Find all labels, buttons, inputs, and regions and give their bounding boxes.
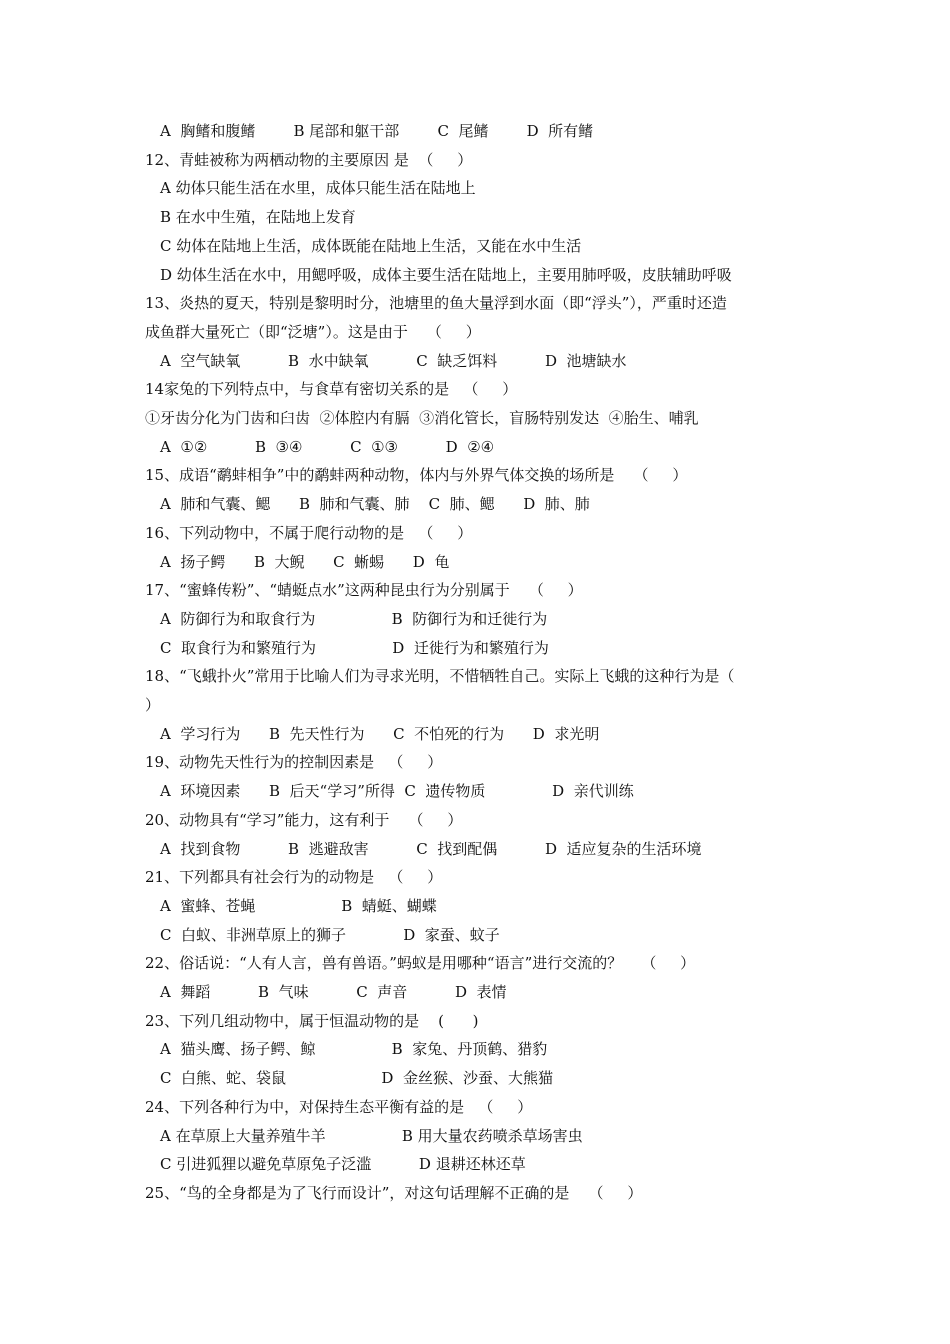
answer-options-line: A 幼体只能生活在水里，成体只能生活在陆地上 — [160, 179, 476, 197]
question-text-line: 25、“鸟的全身都是为了飞行而设计”，对这句话理解不正确的是 （ ） — [145, 1184, 643, 1202]
question-text-line: 18、“飞蛾扑火”常用于比喻人们为寻求光明，不惜牺牲自己。实际上飞蛾的这种行为是（ — [145, 667, 735, 685]
question-text-line: 20、动物具有“学习”能力，这有利于 （ ） — [145, 811, 463, 829]
question-text-line: 16、下列动物中，不属于爬行动物的是 （ ） — [145, 524, 473, 542]
question-text-line: 成鱼群大量死亡（即“泛塘”）。这是由于 （ ） — [145, 323, 481, 341]
question-text-line: 24、下列各种行为中，对保持生态平衡有益的是 （ ） — [145, 1098, 533, 1116]
question-text-line: 14家兔的下列特点中，与食草有密切关系的是 （ ） — [145, 380, 518, 398]
question-text-line: ） — [145, 696, 161, 714]
question-text-line: 12、青蛙被称为两栖动物的主要原因 是 （ ） — [145, 151, 473, 169]
question-text-line: 21、下列都具有社会行为的动物是 （ ） — [145, 868, 443, 886]
answer-options-line: C 取食行为和繁殖行为 D 迁徙行为和繁殖行为 — [160, 639, 549, 657]
answer-options-line: C 引进狐狸以避免草原兔子泛滥 D 退耕还林还草 — [160, 1155, 526, 1173]
answer-options-line: C 白蚁、非洲草原上的狮子 D 家蚕、蚊子 — [160, 926, 500, 944]
answer-options-line: A 肺和气囊、鳃 B 肺和气囊、肺 C 肺、鳃 D 肺、肺 — [160, 495, 590, 513]
question-text-line: 15、成语“鹬蚌相争”中的鹬蚌两种动物，体内与外界气体交换的场所是 （ ） — [145, 466, 688, 484]
answer-options-line: A 在草原上大量养殖牛羊 B 用大量农药喷杀草场害虫 — [160, 1127, 583, 1145]
answer-options-line: A 找到食物 B 逃避敌害 C 找到配偶 D 适应复杂的生活环境 — [160, 840, 702, 858]
answer-options-line: A 蜜蜂、苍蝇 B 蜻蜓、蝴蝶 — [160, 897, 437, 915]
answer-options-line: A 空气缺氧 B 水中缺氧 C 缺乏饵料 D 池塘缺水 — [160, 352, 627, 370]
question-text-line: 23、下列几组动物中，属于恒温动物的是 ( ) — [145, 1012, 479, 1030]
answer-options-line: C 幼体在陆地上生活，成体既能在陆地上生活，又能在水中生活 — [160, 237, 582, 255]
question-text-line: 19、动物先天性行为的控制因素是 （ ） — [145, 753, 443, 771]
question-text-line: ①牙齿分化为门齿和臼齿 ②体腔内有膈 ③消化管长，盲肠特别发达 ④胎生、哺乳 — [145, 409, 699, 427]
answer-options-line: A 学习行为 B 先天性行为 C 不怕死的行为 D 求光明 — [160, 725, 600, 743]
answer-options-line: A 胸鳍和腹鳍 B 尾部和躯干部 C 尾鳍 D 所有鳍 — [160, 122, 594, 140]
question-text-line: 17、“蜜蜂传粉”、“蜻蜓点水”这两种昆虫行为分别属于 （ ） — [145, 581, 583, 599]
answer-options-line: A 舞蹈 B 气味 C 声音 D 表情 — [160, 983, 507, 1001]
answer-options-line: A 扬子鳄 B 大鲵 C 蜥蜴 D 龟 — [160, 553, 450, 571]
answer-options-line: A 防御行为和取食行为 B 防御行为和迁徙行为 — [160, 610, 548, 628]
question-text-line: 13、炎热的夏天，特别是黎明时分，池塘里的鱼大量浮到水面（即“浮头”），严重时还造 — [145, 294, 727, 312]
answer-options-line: B 在水中生殖，在陆地上发育 — [160, 208, 356, 226]
answer-options-line: C 白熊、蛇、袋鼠 D 金丝猴、沙蚕、大熊猫 — [160, 1069, 553, 1087]
answer-options-line: A 环境因素 B 后天“学习”所得 C 遗传物质 D 亲代训练 — [160, 782, 634, 800]
question-text-line: 22、俗话说：“人有人言，兽有兽语。”蚂蚁是用哪种“语言”进行交流的？ （ ） — [145, 954, 696, 972]
answer-options-line: D 幼体生活在水中，用鳃呼吸，成体主要生活在陆地上，主要用肺呼吸，皮肤辅助呼吸 — [160, 266, 732, 284]
answer-options-line: A 猫头鹰、扬子鳄、鲸 B 家兔、丹顶鹤、猎豹 — [160, 1040, 548, 1058]
answer-options-line: A ①② B ③④ C ①③ D ②④ — [160, 438, 495, 456]
